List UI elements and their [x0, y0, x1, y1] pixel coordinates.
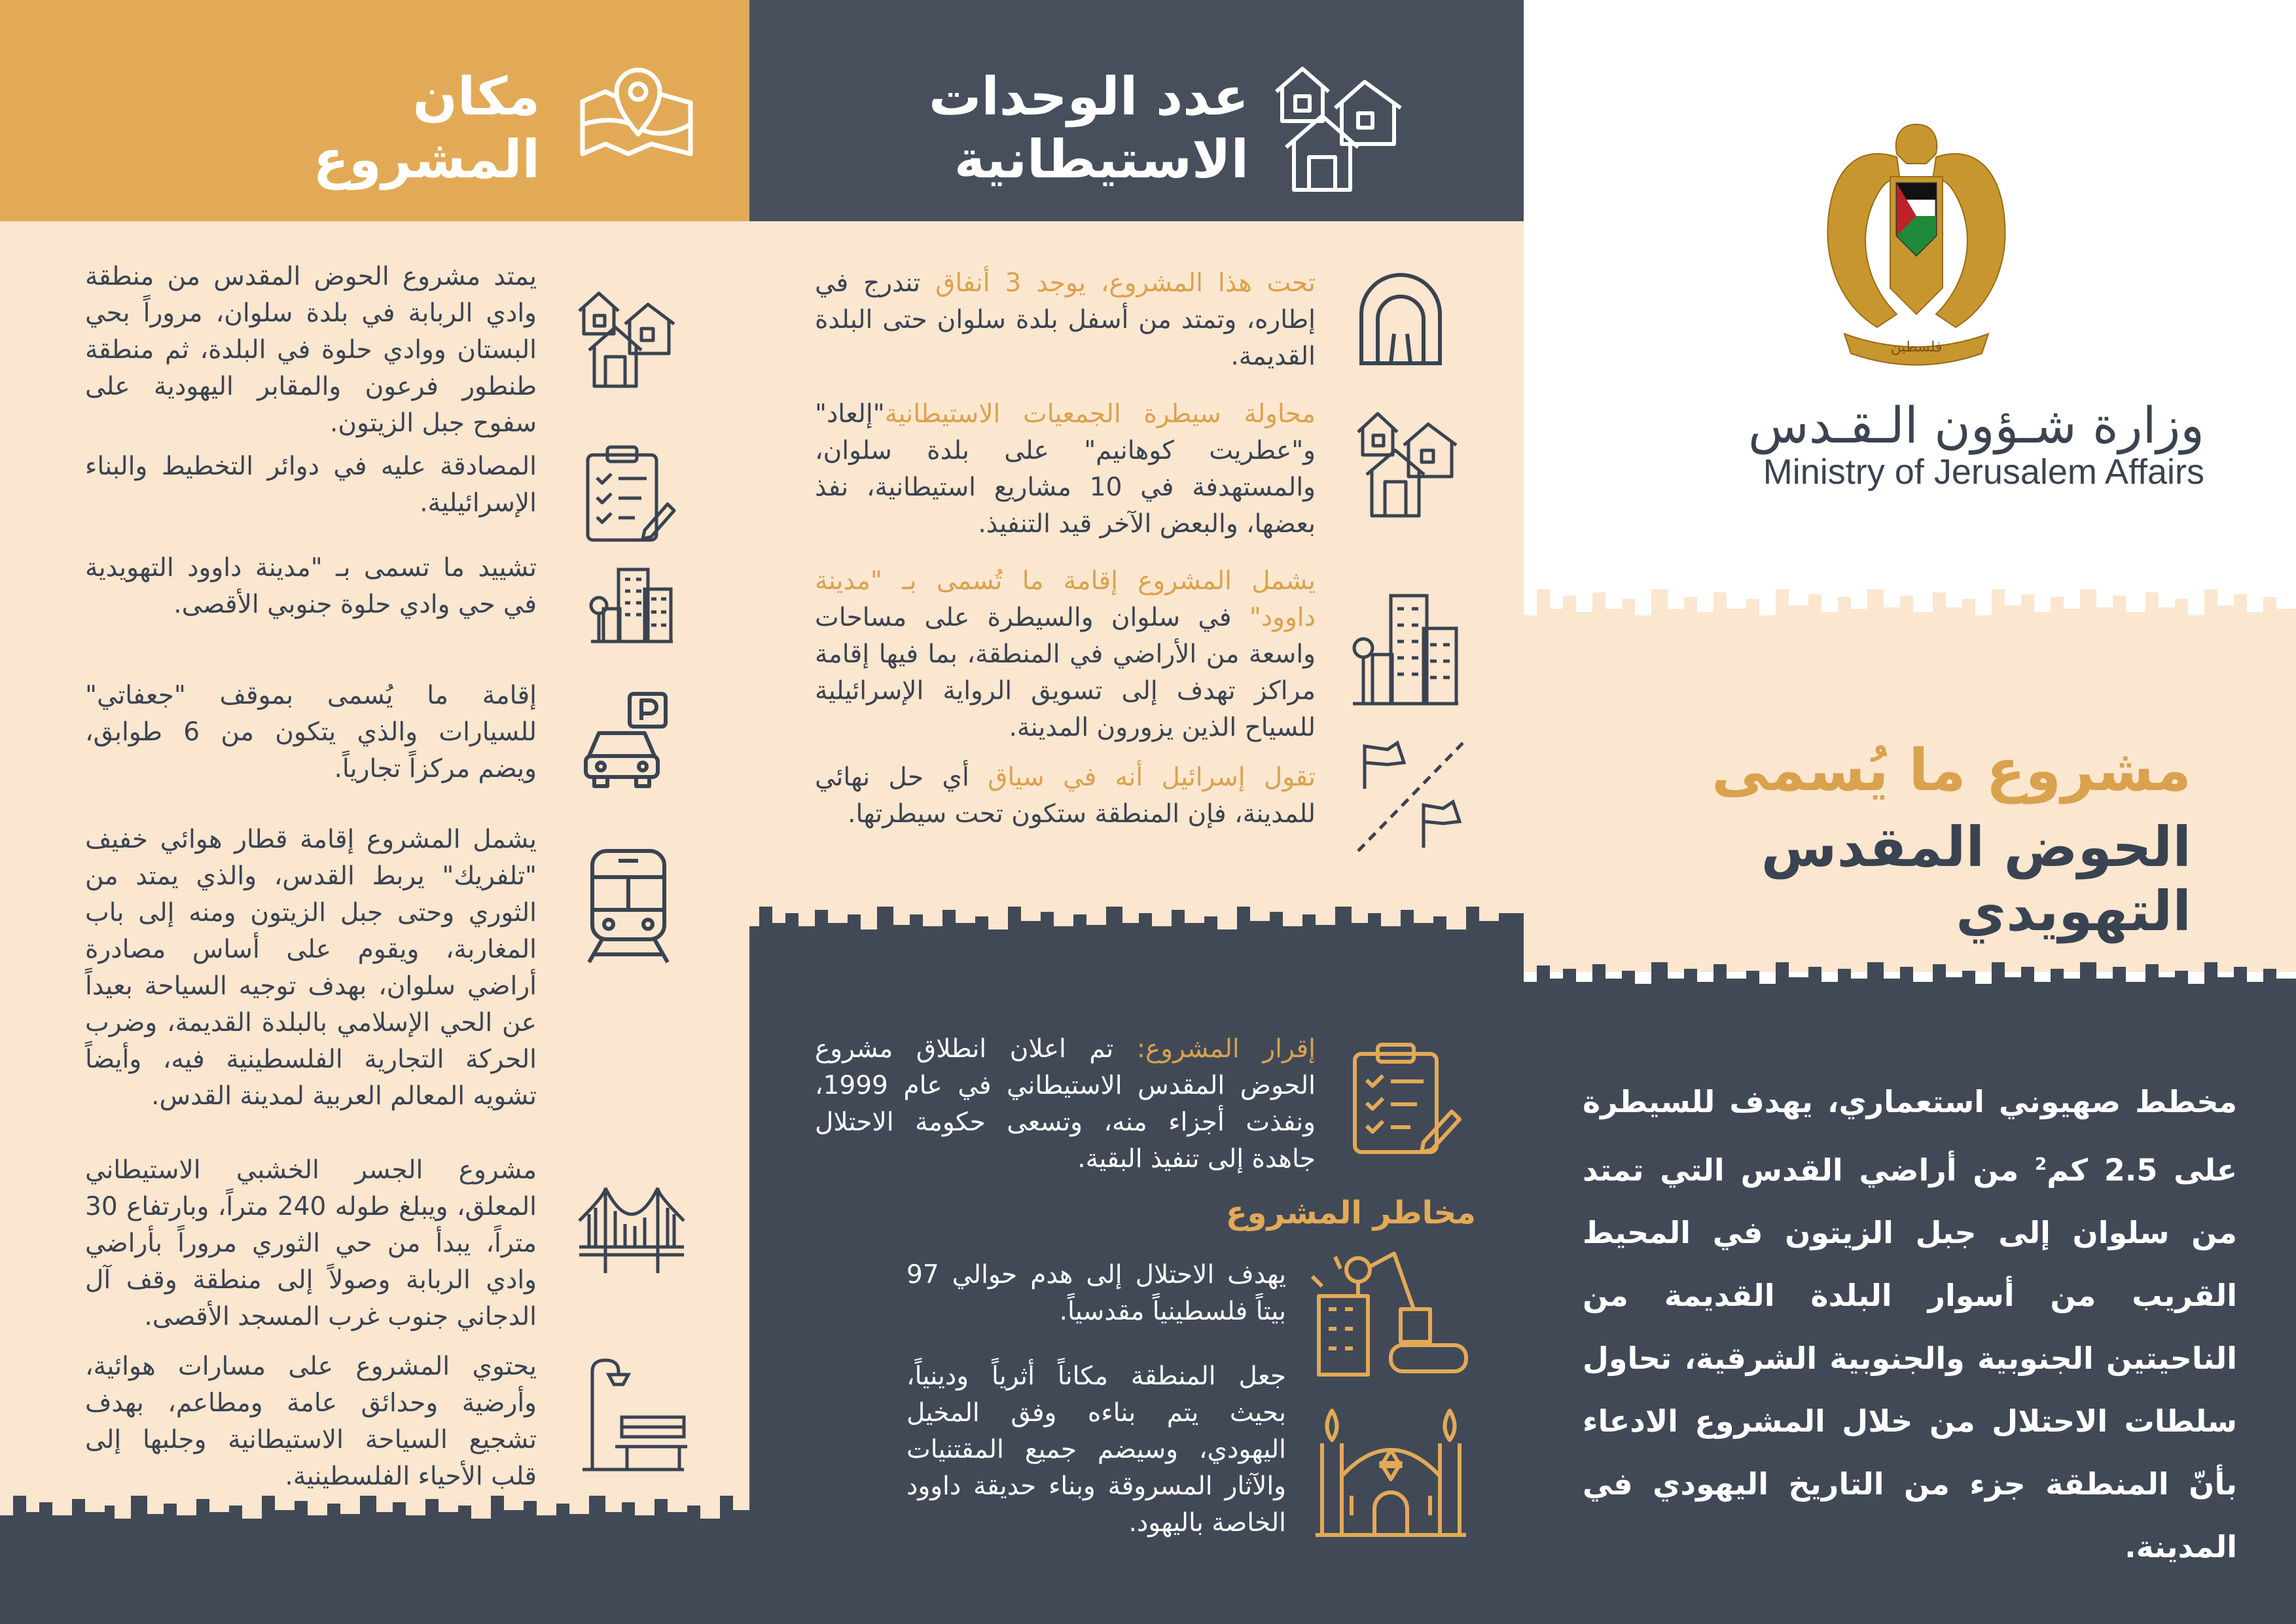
list-item: محاولة سيطرة الجمعيات الاستيطانية"إلعاد" و"عطريت كوهانيم" على بلدة سلوان، والمستهدفة في 10 مشاريع استيطانية، نفذ بعضها، والبعض الآخر قيد التنفيذ.: [815, 399, 1316, 539]
list-item: المصادقة عليه في دوائر التخطيط والبناء الإسرائيلية.: [85, 452, 537, 518]
park-bench-lamp-icon: [576, 1355, 691, 1473]
skyline-decoration: [1524, 959, 2296, 1015]
map-pin-icon: [576, 62, 697, 160]
houses-icon: [576, 288, 681, 393]
risks-title: مخاطر المشروع: [1225, 1195, 1476, 1231]
train-icon: [583, 844, 674, 969]
palestine-eagle-emblem: [1818, 118, 2015, 373]
list-item: يمتد مشروع الحوض المقدس من منطقة وادي الربابة في بلدة سلوان، مروراً بحي البستان ووادي حلوة في البلدة، ثم منطقة طنطور فرعون والمقابر اليهودية على سفوح جبل الزيتون.: [85, 262, 537, 438]
list-item: إقامة ما يُسمى بموقف "جعفاتي" للسيارات والذي يتكون من 6 طوابق، ويضم مركزاً تجارياً.: [85, 681, 537, 784]
panel-project-location: [0, 0, 749, 1624]
ministry-name-arabic: وزارة شـؤون الـقـدس: [1748, 396, 2204, 454]
list-item: تقول إسرائيل أنه في سياق أي حل نهائي للمدينة، فإن المنطقة ستكون تحت سيطرتها.: [815, 763, 1316, 829]
panel-title: عدد الوحدات الاستيطانية: [928, 66, 1249, 190]
list-item: يشمل المشروع إقامة قطار هوائي خفيف "تلفريك" يربط القدس، والذي يمتد من الثوري وحتى جبل الزيتون ومنه إلى باب المغاربة، ويقوم على أساس مصادرة أراضي سلوان، بهدف توجيه السياحة بعيداً عن الحي الإسلامي بالبلدة القديمة، وضرب الحركة التجارية الفلسطينية فيه، وأيضاً تشويه المعالم العربية لمدينة القدس.: [85, 825, 537, 1111]
skyline-decoration: [749, 907, 1524, 959]
list-item: جعل المنطقة مكاناً أثرياً ودينياً، بحيث يتم بناءه وفق المخيل اليهودي، وسيضم جميع المقتنيات والآثار المسروقة وبناء حديقة داوود الخاصة باليهود.: [906, 1362, 1286, 1538]
skyline-decoration: [1524, 589, 2296, 694]
panel-title: مكان المشروع: [313, 66, 540, 190]
panel-header: [749, 0, 1524, 221]
demolition-crane-icon: [1309, 1250, 1473, 1378]
list-item: يشمل المشروع إقامة ما تُسمى بـ "مدينة داوود" في سلوان والسيطرة على مساحات واسعة من الأراضي في المنطقة، بما فيها إقامة مراكز تهدف إلى تسويق الرواية الإسرائيلية للسياح الذين يزورون المدينة.: [815, 566, 1316, 742]
tunnel-icon: [1355, 268, 1446, 367]
flags-divide-icon: [1352, 740, 1469, 854]
list-item: تشييد ما تسمى بـ "مدينة داوود التهويدية في حي وادي حلوة جنوبي الأقصى.: [85, 553, 537, 619]
parking-car-icon: [583, 691, 674, 789]
emblem-caption: فلسطين: [1890, 339, 1943, 355]
approval-text: إقرار المشروع: تم اعلان انطلاق مشروع الحوض المقدس الاستيطاني في عام 1999، ونفذت أجزاء منه، وتسعى حكومة الاحتلال جاهدة إلى تنفيذ البقية.: [815, 1034, 1316, 1174]
list-item: مشروع الجسر الخشبي الاستيطاني المعلق، ويبلغ طوله 240 متراً، وبارتفاع 30 متراً، يبدأ من حي الثوري مروراً بأراضي وادي الربابة وصولاً إلى منطقة وقف آل الدجاني جنوب غرب المسجد الأقصى.: [85, 1155, 537, 1331]
synagogue-icon: [1309, 1404, 1473, 1538]
panel-settlement-units: [749, 0, 1524, 1624]
ministry-name-english: Ministry of Jerusalem Affairs: [1763, 452, 2204, 492]
project-title-line1: مشروع ما يُسمى: [1711, 736, 2191, 804]
intro-text: مخطط صهيوني استعماري، يهدف للسيطرة على 2.5 كم$^2$ من أراضي القدس التي تمتد من سلوان إلى جبل الزيتون في المحيط القريب من أسوار البلدة القديمة من الناحيتين الجنوبية والجنوبية الشرقية، تحاول سلطات الاحتلال من خلال المشروع الادعاء بأنّ المنطقة جزء من التاريخ اليهودي في المدينة.: [1583, 1084, 2237, 1565]
skyline-decoration: [0, 1496, 749, 1624]
city-buildings-icon: [1352, 583, 1460, 707]
houses-icon: [1273, 62, 1410, 200]
project-title-line2: الحوض المقدس التهويدي: [1761, 815, 2191, 943]
list-item: تحت هذا المشروع، يوجد 3 أنفاق تندرج في إطاره، وتمتد من أسفل بلدة سلوان حتى البلدة القديمة.: [815, 268, 1316, 371]
city-buildings-icon: [589, 560, 674, 645]
list-item: يهدف الاحتلال إلى هدم حوالي 97 بيتاً فلسطينياً مقدسياً.: [906, 1260, 1286, 1326]
clipboard-checklist-icon: [1348, 1041, 1463, 1155]
clipboard-checklist-icon: [583, 442, 677, 543]
panel-header: [0, 0, 749, 221]
houses-icon: [1355, 406, 1463, 520]
list-item: يحتوي المشروع على مسارات هوائية، وأرضية وحدائق عامة ومطاعم، بهدف تشجيع السياحة الاستيطانية وجلبها إلى قلب الأحياء الفلسطينية.: [85, 1352, 537, 1491]
suspension-bridge-icon: [576, 1182, 687, 1280]
panel-cover: [1524, 0, 2296, 1624]
